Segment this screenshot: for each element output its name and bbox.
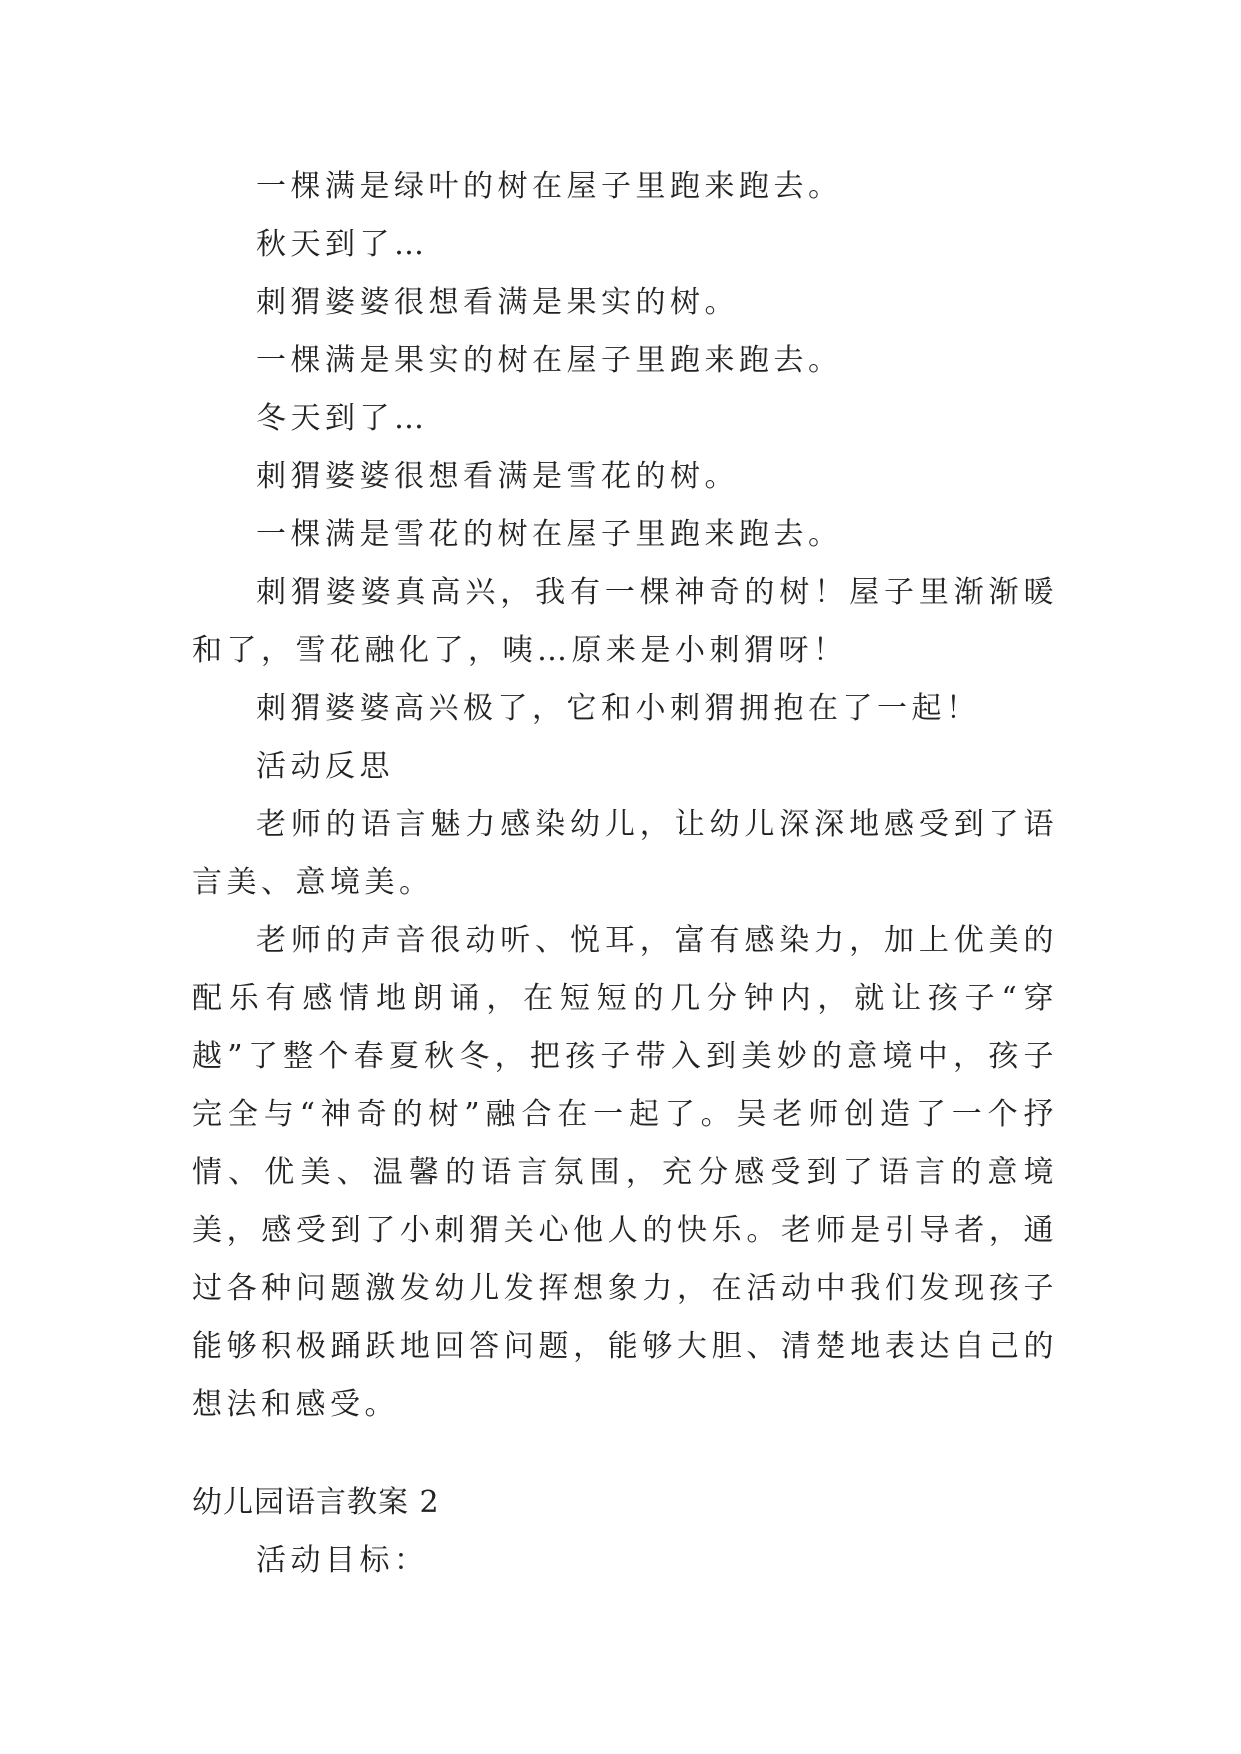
paragraph: 刺猬婆婆很想看满是果实的树。 <box>256 285 739 320</box>
paragraph: 冬天到了… <box>256 401 429 436</box>
paragraph: 刺猬婆婆真高兴，我有一棵神奇的树！屋子里渐渐暖和了，雪花融化了，咦…原来是小刺猬呀！ <box>192 575 1058 668</box>
section-heading: 幼儿园语言教案 2 <box>192 1485 440 1520</box>
paragraph: 老师的语言魅力感染幼儿，让幼儿深深地感受到了语言美、意境美。 <box>192 807 1058 900</box>
paragraph: 一棵满是雪花的树在屋子里跑来跑去。 <box>256 517 843 552</box>
paragraph: 一棵满是绿叶的树在屋子里跑来跑去。 <box>256 169 843 204</box>
section-first-line: 活动目标： <box>256 1543 429 1578</box>
paragraph: 刺猬婆婆高兴极了，它和小刺猬拥抱在了一起！ <box>256 691 981 726</box>
paragraph: 老师的声音很动听、悦耳，富有感染力，加上优美的配乐有感情地朗诵，在短短的几分钟内，就让孩子“穿越”了整个春夏秋冬，把孩子带入到美妙的意境中，孩子完全与“神奇的树”融合在一起了。吴老师创造了一个抒情、优美、温馨的语言氛围，充分感受到了语言的意境美，感受到了小刺猬关心他人的快乐。老师是引导者，通过各种问题激发幼儿发挥想象力，在活动中我们发现孩子能够积极踊跃地回答问题，能够大胆、清楚地表达自己的想法和感受。 <box>192 923 1058 1422</box>
document-body <box>192 158 1058 1590</box>
paragraph: 刺猬婆婆很想看满是雪花的树。 <box>256 459 739 494</box>
paragraph: 一棵满是果实的树在屋子里跑来跑去。 <box>256 343 843 378</box>
paragraph: 秋天到了… <box>256 227 429 262</box>
subheading-reflection: 活动反思 <box>256 749 394 784</box>
